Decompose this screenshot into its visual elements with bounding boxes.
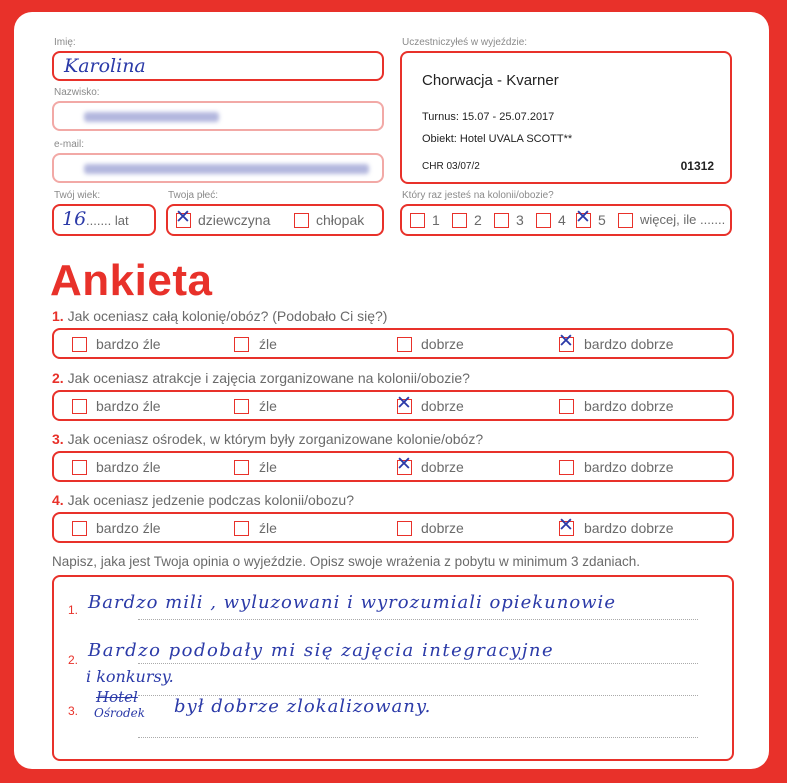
question-3: 3. Jak oceniasz ośrodek, w którym były zorganizowane kolonie/obóz?	[52, 431, 484, 447]
q3-option-bad: źle	[259, 459, 277, 475]
question-1-answers	[52, 328, 734, 359]
gender-label: Twoja płeć:	[168, 190, 219, 201]
question-2-answers	[52, 390, 734, 421]
trip-number: 01312	[680, 159, 714, 173]
name-value: Karolina	[64, 55, 146, 77]
question-2: 2. Jak oceniasz atrakcje i zajęcia zorganizowane na kolonii/obozie?	[52, 370, 470, 386]
q2-checkbox-bad[interactable]	[234, 399, 249, 414]
q1-checkbox-good[interactable]	[397, 337, 412, 352]
trip-turnus: Turnus: 15.07 - 25.07.2017	[422, 111, 555, 123]
times-option-5: 5	[598, 212, 606, 228]
q2-option-very-bad: bardzo źle	[96, 398, 161, 414]
times-option-2: 2	[474, 212, 482, 228]
q2-option-bad: źle	[259, 398, 277, 414]
email-label: e-mail:	[54, 139, 85, 150]
q2-option-very-good: bardzo dobrze	[584, 398, 674, 414]
times-checkbox-more[interactable]	[618, 213, 633, 228]
q3-option-very-good: bardzo dobrze	[584, 459, 674, 475]
name-field[interactable]	[52, 51, 384, 81]
surname-label: Nazwisko:	[54, 87, 100, 98]
q3-option-good: dobrze	[421, 459, 464, 475]
answer-1-text: Bardzo mili , wyluzowani i wyrozumiali opiekunowie	[88, 592, 616, 613]
q3-checkbox-bad[interactable]	[234, 460, 249, 475]
q1-option-bad: źle	[259, 336, 277, 352]
times-checkbox-4[interactable]	[536, 213, 551, 228]
trip-box	[400, 51, 732, 184]
times-checkbox-3[interactable]	[494, 213, 509, 228]
q3-option-very-bad: bardzo źle	[96, 459, 161, 475]
email-field[interactable]	[52, 153, 384, 183]
times-checkbox-5[interactable]	[575, 206, 591, 228]
trip-code: CHR 03/07/2	[422, 161, 480, 172]
gender-checkbox-boy[interactable]	[294, 213, 309, 228]
trip-title: Chorwacja - Kvarner	[422, 72, 559, 89]
times-label: Który raz jesteś na kolonii/obozie?	[402, 190, 554, 201]
check-mark-icon: ✕	[575, 206, 591, 228]
check-mark-icon: ✕	[175, 206, 191, 228]
question-3-answers	[52, 451, 734, 482]
times-option-3: 3	[516, 212, 524, 228]
times-checkbox-1[interactable]	[410, 213, 425, 228]
times-option-more: więcej, ile .......	[640, 212, 726, 227]
question-4: 4. Jak oceniasz jedzenie podczas kolonii/obozu?	[52, 492, 354, 508]
q2-checkbox-very-good[interactable]	[559, 399, 574, 414]
q2-option-good: dobrze	[421, 398, 464, 414]
q4-checkbox-very-bad[interactable]	[72, 521, 87, 536]
answer-line	[138, 663, 698, 664]
q3-checkbox-good[interactable]	[396, 453, 412, 475]
survey-title: Ankieta	[50, 256, 213, 305]
trip-label: Uczestniczyłeś w wyjeździe:	[402, 37, 528, 48]
q4-option-very-good: bardzo dobrze	[584, 520, 674, 536]
q4-option-good: dobrze	[421, 520, 464, 536]
gender-option-boy: chłopak	[316, 212, 365, 228]
answer-1-number: 1.	[68, 603, 79, 617]
age-unit: ....... lat	[86, 213, 129, 228]
trip-obiekt: Obiekt: Hotel UVALA SCOTT**	[422, 133, 573, 145]
answer-3-number: 3.	[68, 704, 79, 718]
answer-line	[138, 619, 698, 620]
gender-checkbox-girl[interactable]	[175, 206, 191, 228]
q1-checkbox-very-good[interactable]	[558, 330, 574, 352]
check-mark-icon: ✕	[558, 330, 574, 352]
q1-option-very-good: bardzo dobrze	[584, 336, 674, 352]
times-checkbox-2[interactable]	[452, 213, 467, 228]
name-label: Imię:	[54, 37, 76, 48]
answer-3-text: był dobrze zlokalizowany.	[174, 696, 432, 717]
q4-checkbox-good[interactable]	[397, 521, 412, 536]
q2-checkbox-very-bad[interactable]	[72, 399, 87, 414]
gender-group	[166, 204, 384, 236]
answer-2-continuation: i konkursy.	[86, 667, 174, 686]
times-group	[400, 204, 732, 236]
opinion-prompt: Napisz, jaka jest Twoja opinia o wyjeździe. Opisz swoje wrażenia z pobytu w minimum 3 zdaniach.	[52, 554, 641, 569]
q3-checkbox-very-bad[interactable]	[72, 460, 87, 475]
q4-option-very-bad: bardzo źle	[96, 520, 161, 536]
q1-checkbox-bad[interactable]	[234, 337, 249, 352]
q1-option-very-bad: bardzo źle	[96, 336, 161, 352]
redacted-email	[84, 164, 369, 174]
answer-line	[138, 737, 698, 738]
check-mark-icon: ✕	[558, 514, 574, 536]
check-mark-icon: ✕	[396, 392, 412, 414]
q3-checkbox-very-good[interactable]	[559, 460, 574, 475]
question-4-answers	[52, 512, 734, 543]
surname-field[interactable]	[52, 101, 384, 131]
survey-sheet	[14, 12, 769, 769]
q1-checkbox-very-bad[interactable]	[72, 337, 87, 352]
age-value: 16	[62, 208, 87, 230]
q1-option-good: dobrze	[421, 336, 464, 352]
q2-checkbox-good[interactable]	[396, 392, 412, 414]
answer-3-struck-word: Hotel	[96, 688, 138, 706]
redacted-surname	[84, 112, 219, 122]
gender-option-girl: dziewczyna	[198, 212, 271, 228]
q4-checkbox-very-good[interactable]	[558, 514, 574, 536]
answer-2-number: 2.	[68, 653, 79, 667]
answer-3-correction: Ośrodek	[94, 706, 146, 720]
times-option-4: 4	[558, 212, 566, 228]
answer-2-text: Bardzo podobały mi się zajęcia integracyjne	[88, 640, 555, 661]
age-label: Twój wiek:	[54, 190, 101, 201]
q4-checkbox-bad[interactable]	[234, 521, 249, 536]
age-field[interactable]	[52, 204, 156, 236]
question-1: 1. Jak oceniasz całą kolonię/obóz? (Podobało Ci się?)	[52, 308, 388, 324]
q4-option-bad: źle	[259, 520, 277, 536]
check-mark-icon: ✕	[396, 453, 412, 475]
times-option-1: 1	[432, 212, 440, 228]
